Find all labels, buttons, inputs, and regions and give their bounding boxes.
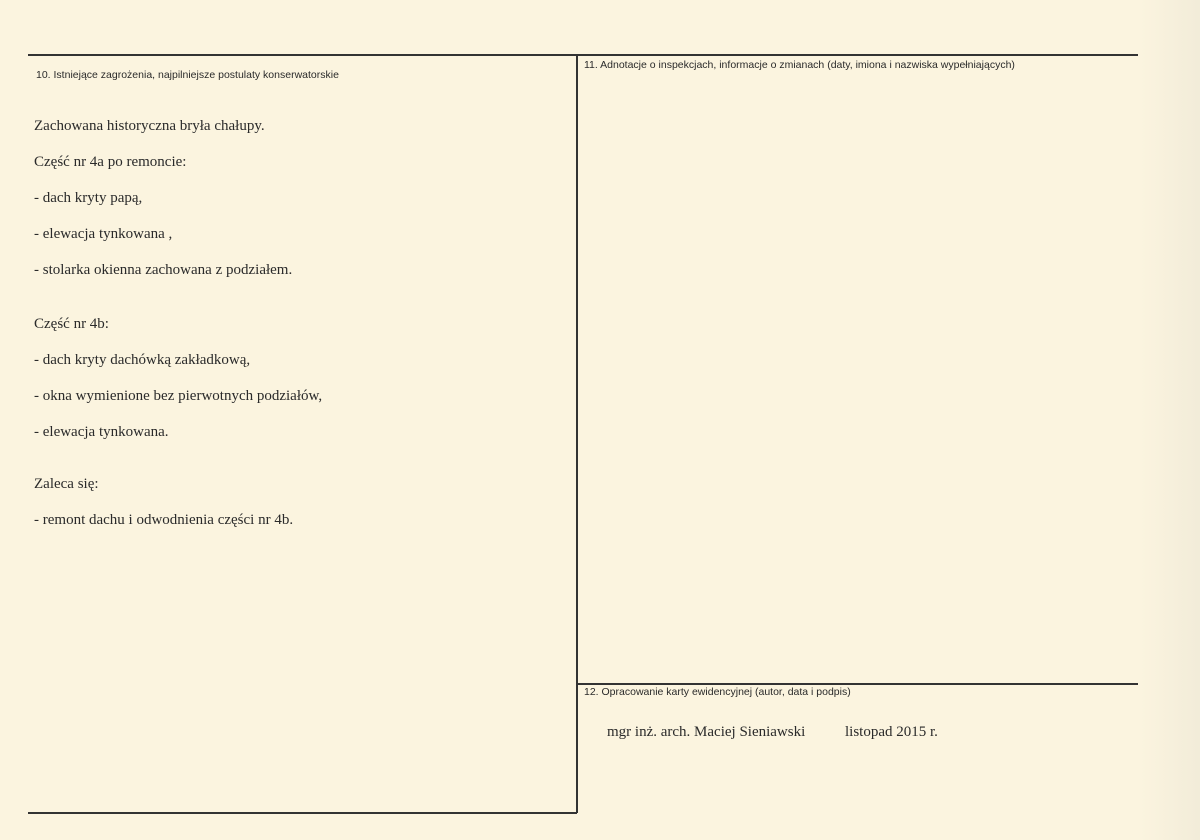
- column-divider: [576, 54, 578, 813]
- scan-edge-shadow: [1140, 0, 1200, 840]
- section-10-line: Zachowana historyczna bryła chałupy.: [34, 118, 265, 134]
- section-10-line: - dach kryty papą,: [34, 190, 143, 206]
- top-rule: [28, 54, 1138, 56]
- card-date: listopad 2015 r.: [845, 724, 938, 740]
- card-author: mgr inż. arch. Maciej Sieniawski: [607, 724, 806, 740]
- section-10-header: 10. Istniejące zagrożenia, najpilniejsze postulaty konserwatorskie: [36, 69, 339, 81]
- section-10-line: - dach kryty dachówką zakładkową,: [34, 352, 251, 368]
- section-12-rule: [576, 683, 1138, 685]
- section-12-header: 12. Opracowanie karty ewidencyjnej (autor, data i podpis): [584, 686, 851, 698]
- left-bottom-rule: [28, 812, 577, 814]
- section-10-line: Część nr 4b:: [34, 316, 109, 332]
- section-10-line: - okna wymienione bez pierwotnych podziałów,: [34, 388, 323, 404]
- section-10-line: Zaleca się:: [34, 476, 99, 492]
- section-11-header: 11. Adnotacje o inspekcjach, informacje o zmianach (daty, imiona i nazwiska wypełniających): [584, 59, 1015, 71]
- section-10-line: Część nr 4a po remoncie:: [34, 154, 187, 170]
- section-10-line: - elewacja tynkowana.: [34, 424, 169, 440]
- section-10-line: - remont dachu i odwodnienia części nr 4b.: [34, 512, 294, 528]
- section-10-line: - elewacja tynkowana ,: [34, 226, 173, 242]
- section-10-line: - stolarka okienna zachowana z podziałem.: [34, 262, 293, 278]
